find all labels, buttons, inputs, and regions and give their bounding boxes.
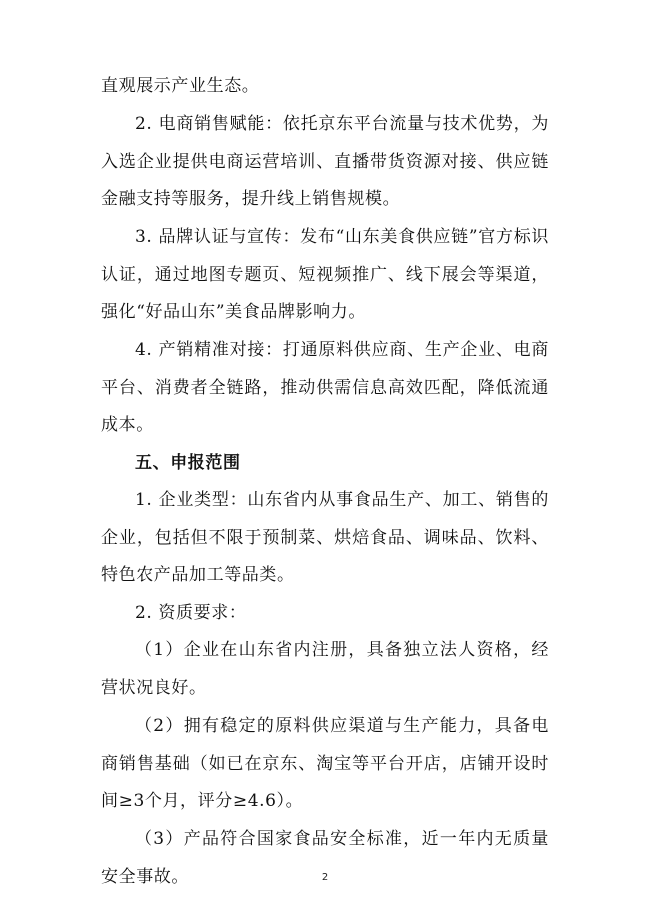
paragraph-ecommerce-empowerment: 2. 电商销售赋能：依托京东平台流量与技术优势，为入选企业提供电商运营培训、直播带货资源对接、供应链金融支持等服务，提升线上销售规模。 bbox=[101, 114, 549, 210]
section-heading-application-scope: 五、申报范围 bbox=[135, 453, 241, 473]
paragraph-requirement-1: （1）企业在山东省内注册，具备独立法人资格，经营状况良好。 bbox=[101, 640, 549, 698]
page-number: 2 bbox=[321, 872, 329, 883]
paragraph-brand-certification: 3. 品牌认证与宣传：发布“山东美食供应链”官方标识认证，通过地图专题页、短视频推广、线下展会等渠道，强化“好品山东”美食品牌影响力。 bbox=[101, 227, 549, 323]
paragraph-production-sales-matching: 4. 产销精准对接：打通原料供应商、生产企业、电商平台、消费者全链路，推动供需信息高效匹配，降低流通成本。 bbox=[101, 340, 549, 436]
paragraph-requirement-3: （3）产品符合国家食品安全标准，近一年内无质量安全事故。 bbox=[101, 829, 549, 887]
paragraph-enterprise-type: 1. 企业类型：山东省内从事食品生产、加工、销售的企业，包括但不限于预制菜、烘焙食品、调味品、饮料、特色农产品加工等品类。 bbox=[101, 490, 549, 586]
paragraph-qualification-requirements: 2. 资质要求： bbox=[135, 603, 247, 623]
paragraph-continuation: 直观展示产业生态。 bbox=[101, 76, 260, 96]
paragraph-requirement-2: （2）拥有稳定的原料供应渠道与生产能力，具备电商销售基础（如已在京东、淘宝等平台开店，店铺开设时间≥3个月，评分≥4.6）。 bbox=[101, 716, 549, 812]
